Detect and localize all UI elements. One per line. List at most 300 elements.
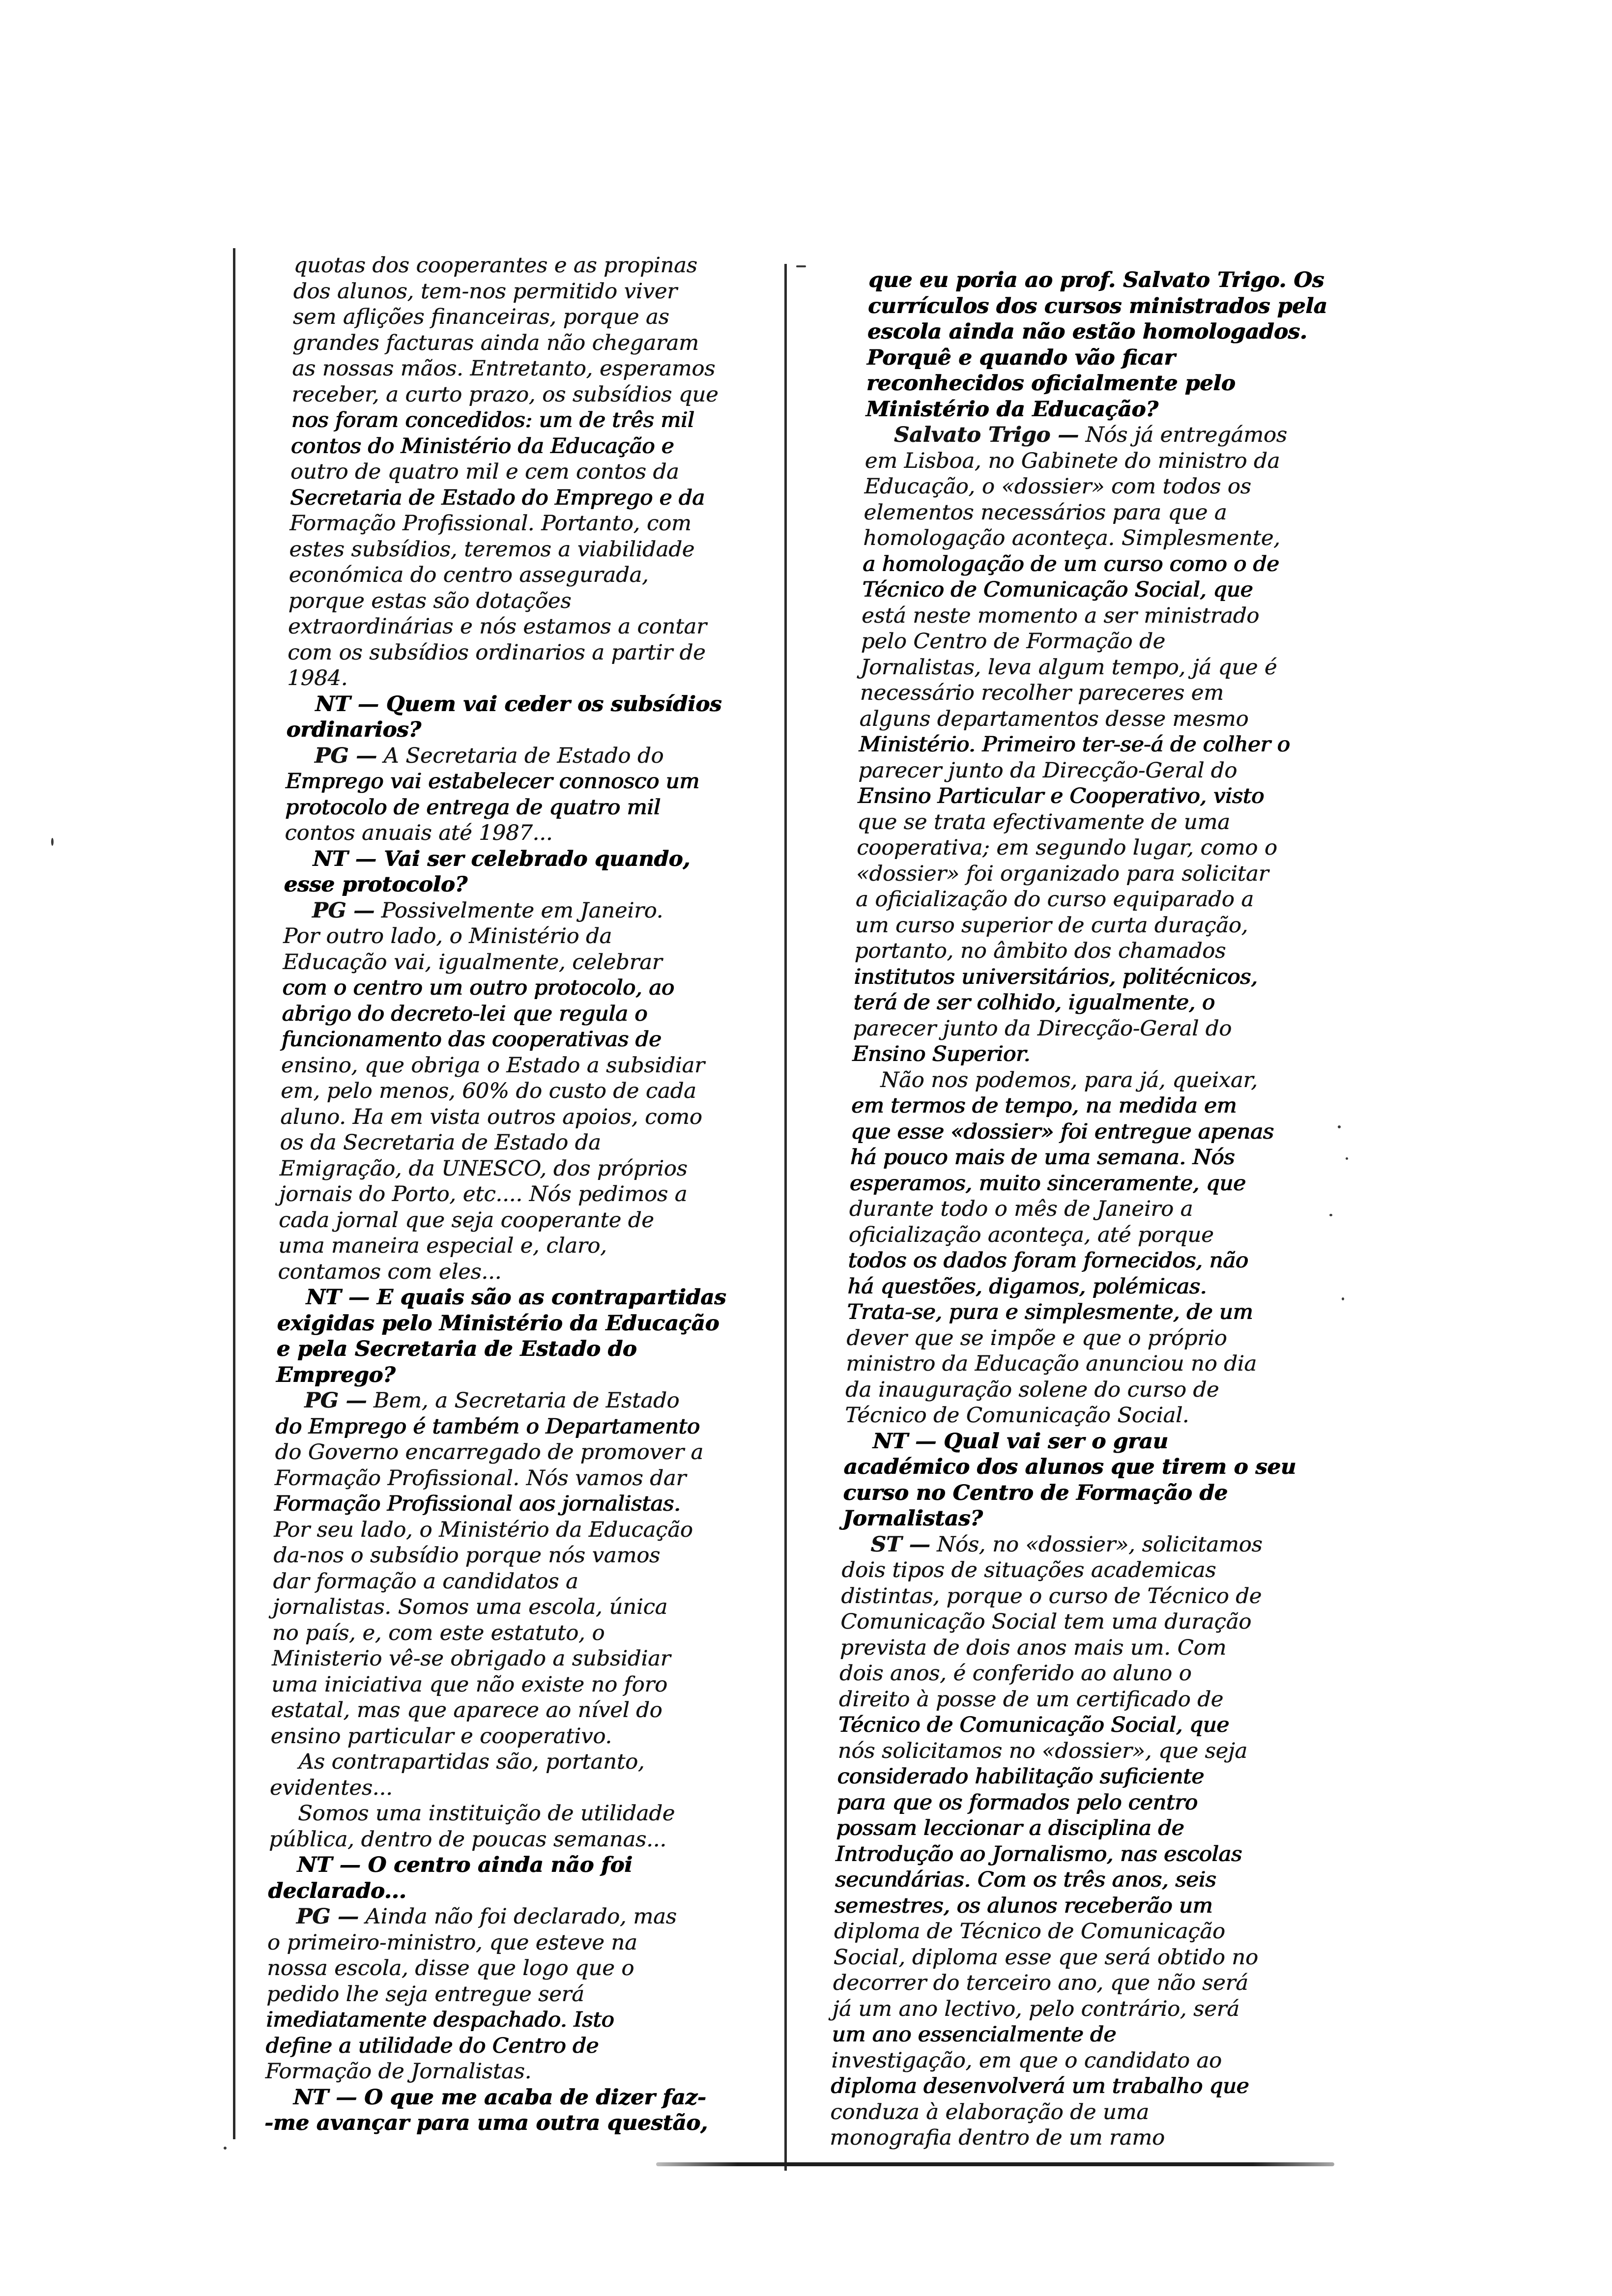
- text-line: [835, 1867, 1327, 1893]
- text-line: [831, 2073, 1323, 2099]
- text-line: [293, 279, 785, 305]
- text-line: [284, 898, 776, 924]
- text-line: [288, 562, 780, 588]
- line-text: para que os formados pelo centro: [836, 1790, 1198, 1815]
- line-text: possam leccionar a disciplina de: [835, 1816, 1184, 1840]
- line-text: ensino particular e cooperativo.: [270, 1723, 612, 1749]
- line-text: decorrer do terceiro ano, que não será: [833, 1971, 1249, 1995]
- text-line: [853, 990, 1345, 1016]
- line-text: Social, diploma esse que será obtido no: [833, 1945, 1259, 1970]
- text-line: [849, 1171, 1341, 1197]
- text-line: [283, 949, 775, 976]
- line-text: exigidas pelo Ministério da Educação: [277, 1311, 720, 1336]
- text-line: [861, 629, 1353, 655]
- text-line: [852, 1041, 1344, 1067]
- line-text: Somos uma instituição de utilidade: [297, 1801, 675, 1826]
- text-line: [271, 1697, 763, 1723]
- text-line: [289, 537, 781, 563]
- line-text: institutos universitários, politécnicos,: [854, 964, 1258, 989]
- text-line: [853, 1016, 1345, 1042]
- text-line: [833, 1945, 1325, 1971]
- text-line: [864, 500, 1355, 526]
- text-line: [286, 743, 778, 769]
- speaker-label: Salvato Trigo —: [893, 423, 1079, 447]
- line-text: 1984.: [287, 666, 348, 690]
- line-text: no país, e, com este estatuto, o: [272, 1620, 605, 1645]
- line-text: e pela Secretaria de Estado do: [276, 1337, 637, 1361]
- line-text: Educação vai, igualmente, celebrar: [282, 949, 662, 975]
- line-text: económica do centro assegurada,: [288, 563, 649, 587]
- text-line: [272, 1594, 764, 1620]
- question-line: [284, 872, 776, 898]
- line-text: Por outro lado, o Ministério da: [283, 924, 612, 948]
- line-text: que se trata efectivamente de uma: [857, 809, 1231, 834]
- line-text: escola ainda não estão homologados.: [867, 319, 1308, 344]
- line-text: terá de ser colhido, igualmente, o: [853, 990, 1215, 1015]
- text-line: [836, 1790, 1328, 1816]
- line-text: dar formação a candidatos a: [273, 1569, 579, 1594]
- text-line: [288, 588, 780, 614]
- line-text: do Governo encarregado de promover a: [275, 1440, 704, 1464]
- line-text: Formação de Jornalistas.: [265, 2059, 532, 2084]
- left-margin-rule: [233, 248, 235, 2139]
- text-line: [278, 1259, 770, 1285]
- question-line: [264, 2110, 756, 2136]
- line-text: nos foram concedidos: um de três mil: [291, 408, 694, 432]
- line-text: NT — E quais são as contrapartidas: [306, 1285, 726, 1310]
- scan-speck: [224, 2147, 227, 2150]
- line-text: está neste momento a ser ministrado: [861, 603, 1260, 628]
- line-text: que eu poria ao prof. Salvato Trigo. Os: [868, 268, 1324, 292]
- line-text: protocolo de entrega de quatro mil: [285, 795, 661, 820]
- line-text: ordinarios?: [286, 718, 422, 742]
- text-line: [845, 1403, 1337, 1429]
- text-line: [282, 1001, 774, 1027]
- text-line: [831, 2048, 1323, 2074]
- text-line: [832, 2022, 1324, 2048]
- text-line: [852, 1067, 1344, 1093]
- text-line: [858, 758, 1350, 784]
- text-line: [289, 511, 781, 537]
- line-text: receber, a curto prazo, os subsídios que: [291, 382, 719, 407]
- line-text: Ensino Particular e Cooperativo, visto: [857, 784, 1265, 808]
- scan-speck: [1346, 1157, 1348, 1160]
- line-text: Bem, a Secretaria de Estado: [373, 1388, 680, 1413]
- text-line: [838, 1687, 1330, 1713]
- line-text: A Secretaria de Estado do: [383, 743, 664, 768]
- text-line: [832, 1996, 1324, 2022]
- line-text: Ministério. Primeiro ter-se-á de colher o: [859, 732, 1291, 757]
- line-text: parecer junto da Direcção-Geral do: [853, 1016, 1232, 1041]
- line-text: Possivelmente em Janeiro.: [381, 898, 663, 923]
- line-text: esse protocolo?: [284, 872, 468, 897]
- text-line: [288, 640, 779, 666]
- line-text: dever que se impõe e que o próprio: [846, 1325, 1228, 1350]
- text-line: [283, 923, 775, 949]
- line-text: imediatamente despachado. Isto: [266, 2008, 614, 2032]
- text-line: [835, 1893, 1326, 1919]
- line-text: com o centro um outro protocolo, ao: [282, 976, 675, 1000]
- line-text: estatal, mas que aparece ao nível do: [271, 1698, 662, 1722]
- line-text: monografia dentro de um ramo: [829, 2125, 1165, 2150]
- line-text: declarado...: [268, 1878, 407, 1903]
- text-line: [863, 525, 1355, 551]
- line-text: Ministério da Educação?: [865, 397, 1159, 422]
- question-line: [868, 293, 1360, 319]
- text-line: [854, 938, 1346, 964]
- line-text: -me avançar para uma outra questão,: [264, 2111, 708, 2135]
- text-line: [270, 1775, 762, 1801]
- text-line: [859, 732, 1351, 758]
- line-text: dos alunos, tem-nos permitido viver: [293, 279, 678, 304]
- text-line: [290, 485, 782, 511]
- line-text: com os subsídios ordinarios a partir de: [287, 640, 706, 665]
- text-line: [287, 665, 779, 691]
- text-line: [864, 474, 1356, 500]
- question-line: [268, 1852, 760, 1878]
- line-text: dois anos, é conferido ao aluno o: [839, 1661, 1192, 1686]
- text-line: [856, 861, 1348, 887]
- line-text: em Lisboa, no Gabinete do ministro da: [864, 448, 1280, 473]
- line-text: em termos de tempo, na medida em: [851, 1093, 1237, 1118]
- line-text: ensino, que obriga o Estado a subsidiar: [281, 1053, 705, 1078]
- text-line: [837, 1764, 1329, 1790]
- question-line: [867, 345, 1359, 371]
- line-text: funcionamento das cooperativas de: [281, 1027, 662, 1052]
- text-line: [292, 356, 784, 382]
- line-text: Por seu lado, o Ministério da Educação: [273, 1517, 693, 1542]
- question-line: [277, 1336, 769, 1362]
- question-line: [843, 1480, 1335, 1506]
- text-line: [273, 1569, 765, 1595]
- line-text: NT — O que me acaba de dizer faz-: [293, 2085, 707, 2110]
- text-line: [279, 1207, 771, 1234]
- text-line: [293, 304, 785, 330]
- line-text: investigação, em que o candidato ao: [831, 2048, 1222, 2073]
- text-line: [281, 1027, 773, 1053]
- text-line: [834, 1919, 1326, 1945]
- text-line: [841, 1583, 1333, 1609]
- line-text: alguns departamentos desse mesmo: [859, 706, 1249, 731]
- line-text: secundárias. Com os três anos, seis: [835, 1867, 1217, 1892]
- text-line: [275, 1439, 767, 1465]
- line-text: currículos dos cursos ministrados pela: [867, 293, 1328, 318]
- line-text: durante todo o mês de Janeiro a: [849, 1197, 1193, 1221]
- text-line: [280, 1130, 772, 1156]
- text-line: [841, 1557, 1333, 1583]
- line-text: um ano essencialmente de: [832, 2022, 1117, 2047]
- line-text: extraordinárias e nós estamos a contar: [288, 614, 707, 639]
- text-line: [286, 769, 777, 795]
- line-text: Porquê e quando vão ficar: [866, 345, 1176, 370]
- line-text: uma iniciativa que não existe no foro: [271, 1672, 668, 1697]
- text-line: [830, 2099, 1322, 2125]
- text-line: [285, 795, 777, 821]
- line-text: esperamos, muito sinceramente, que: [849, 1171, 1246, 1196]
- text-line: [864, 448, 1356, 474]
- line-text: cada jornal que seja cooperante de: [278, 1207, 655, 1233]
- line-text: reconhecidos oficialmente pelo: [866, 371, 1236, 396]
- line-text: jornais do Porto, etc.... Nós pedimos a: [279, 1182, 688, 1206]
- line-text: prevista de dois anos mais um. Com: [839, 1635, 1227, 1660]
- line-text: NT — Vai ser celebrado quando,: [313, 846, 691, 871]
- line-text: outro de quatro mil e cem contos da: [290, 459, 680, 484]
- line-text: considerado habilitação suficiente: [837, 1764, 1205, 1789]
- text-line: [279, 1156, 771, 1182]
- text-line: [833, 1970, 1324, 1996]
- text-line: [865, 422, 1357, 448]
- text-line: [265, 2059, 757, 2085]
- line-text: aluno. Ha em vista outros apoios, como: [280, 1104, 703, 1129]
- line-text: da inauguração solene do curso de: [845, 1377, 1219, 1402]
- question-line: [844, 1429, 1336, 1455]
- line-text: estes subsídios, teremos a viabilidade: [289, 537, 695, 562]
- line-text: Técnico de Comunicação Social.: [844, 1403, 1190, 1428]
- line-text: Emprego?: [276, 1362, 396, 1387]
- text-line: [862, 603, 1353, 629]
- question-line: [287, 691, 778, 718]
- line-text: Ministerio vê-se obrigado a subsidiar: [271, 1646, 671, 1671]
- line-text: Formação Profissional aos jornalistas.: [274, 1492, 681, 1516]
- text-line: [272, 1620, 764, 1646]
- line-text: dois tipos de situações academicas: [841, 1558, 1216, 1582]
- text-line: [274, 1517, 766, 1543]
- text-line: [266, 1981, 758, 2008]
- line-text: em, pelo menos, 60% do custo de cada: [280, 1079, 697, 1103]
- line-text: diploma desenvolverá um trabalho que: [830, 2074, 1249, 2098]
- text-line: [860, 680, 1352, 706]
- line-text: a homologação de um curso como o de: [862, 551, 1280, 576]
- line-text: nossa escola, disse que logo que o: [266, 1956, 634, 1980]
- question-line: [865, 397, 1357, 423]
- line-text: jornalistas. Somos uma escola, única: [272, 1595, 668, 1619]
- line-text: Secretaria de Estado do Emprego e da: [289, 485, 705, 510]
- text-line: [846, 1351, 1338, 1377]
- text-line: [270, 1749, 762, 1775]
- text-line: [275, 1414, 767, 1440]
- line-text: oficialização aconteça, até porque: [848, 1222, 1214, 1247]
- line-text: Educação, o «dossier» com todos os: [864, 474, 1252, 499]
- line-text: académico dos alunos que tirem o seu: [843, 1455, 1296, 1479]
- line-text: que esse «dossier» foi entregue apenas: [850, 1119, 1274, 1144]
- line-text: elementos necessários para que a: [864, 500, 1227, 525]
- text-line: [848, 1248, 1340, 1274]
- line-text: do Emprego é também o Departamento: [275, 1414, 700, 1439]
- line-text: Emigração, da UNESCO, dos próprios: [279, 1156, 688, 1181]
- speaker-label: PG —: [296, 1904, 359, 1929]
- line-text: parecer junto da Direcção-Geral do: [858, 758, 1238, 783]
- line-text: Trata-se, pura e simplesmente, de um: [846, 1300, 1253, 1324]
- line-text: Nós, no «dossier», solicitamos: [936, 1532, 1263, 1557]
- text-line: [863, 551, 1354, 577]
- line-text: Emprego vai estabelecer connosco um: [285, 769, 700, 794]
- speaker-label: PG —: [312, 898, 375, 923]
- text-line: [855, 913, 1347, 939]
- question-line: [842, 1506, 1334, 1532]
- text-line: [272, 1646, 764, 1672]
- text-line: [849, 1196, 1341, 1222]
- text-line: [862, 577, 1354, 603]
- question-line: [268, 1878, 760, 1904]
- text-line: [840, 1609, 1332, 1635]
- line-text: conduza à elaboração de uma: [830, 2099, 1150, 2124]
- text-line: [850, 1145, 1342, 1171]
- text-line: [859, 706, 1351, 732]
- line-text: «dossier» foi organizado para solicitar: [856, 861, 1269, 886]
- text-line: [857, 809, 1349, 835]
- text-line: [856, 887, 1348, 913]
- line-text: NT — O centro ainda não foi: [297, 1853, 633, 1877]
- line-text: homologação aconteça. Simplesmente,: [863, 526, 1281, 550]
- question-line: [286, 717, 778, 743]
- text-line: [836, 1815, 1328, 1841]
- line-text: grandes facturas ainda não chegaram: [292, 330, 699, 355]
- line-text: Comunicação Social tem uma duração: [840, 1609, 1252, 1634]
- text-line: [281, 1053, 773, 1079]
- text-line: [270, 1723, 762, 1750]
- line-text: diploma de Técnico de Comunicação: [834, 1919, 1226, 1944]
- line-text: o primeiro-ministro, que esteve na: [267, 1930, 638, 1955]
- question-line: [276, 1362, 768, 1388]
- text-line: [851, 1093, 1343, 1119]
- question-line: [265, 2085, 757, 2111]
- line-text: Formação Profissional. Portanto, com: [289, 511, 692, 536]
- column-divider-rule: [784, 264, 787, 2171]
- text-line: [839, 1661, 1331, 1687]
- line-text: pública, dentro de poucas semanas...: [268, 1827, 667, 1852]
- text-line: [278, 1233, 770, 1259]
- question-line: [284, 846, 776, 872]
- scan-speck: [796, 265, 806, 267]
- text-line: [837, 1738, 1329, 1764]
- speaker-label: PG —: [314, 743, 377, 768]
- text-line: [846, 1325, 1338, 1351]
- text-line: [854, 964, 1346, 990]
- line-text: define a utilidade do Centro de: [265, 2033, 599, 2058]
- line-text: quotas dos cooperantes e as propinas: [293, 253, 698, 278]
- line-text: Ensino Superior.: [852, 1042, 1031, 1066]
- text-line: [842, 1532, 1334, 1558]
- left-text-column: [264, 253, 785, 2136]
- text-line: [858, 783, 1350, 809]
- text-line: [271, 1672, 763, 1698]
- text-line: [266, 2007, 758, 2033]
- line-text: NT — Qual vai ser o grau: [872, 1429, 1169, 1454]
- line-text: todos os dados foram fornecidos, não: [848, 1248, 1249, 1273]
- line-text: As contrapartidas são, portanto,: [298, 1750, 645, 1774]
- text-line: [845, 1377, 1337, 1403]
- line-text: pelo Centro de Formação de: [861, 629, 1166, 654]
- line-text: NT — Quem vai ceder os subsídios: [315, 691, 722, 717]
- line-text: curso no Centro de Formação de: [843, 1480, 1228, 1505]
- line-text: cooperativa; em segundo lugar, como o: [856, 835, 1278, 860]
- line-text: porque estas são dotações: [288, 588, 572, 613]
- question-line: [277, 1285, 769, 1311]
- line-text: distintas, porque o curso de Técnico de: [840, 1583, 1262, 1608]
- text-line: [291, 382, 783, 408]
- text-line: [860, 655, 1352, 681]
- text-line: [291, 407, 783, 433]
- line-text: Técnico de Comunicação Social, que: [838, 1713, 1230, 1737]
- line-text: a oficialização do curso equiparado a: [855, 887, 1254, 912]
- text-line: [847, 1299, 1339, 1325]
- text-line: [274, 1465, 766, 1492]
- text-line: [280, 1104, 772, 1130]
- line-text: nós solicitamos no «dossier», que seja: [837, 1738, 1248, 1763]
- text-line: [835, 1841, 1327, 1867]
- line-text: abrigo do decreto-lei que regula o: [282, 1001, 648, 1026]
- text-line: [285, 820, 777, 846]
- line-text: semestres, os alunos receberão um: [834, 1893, 1213, 1918]
- text-line: [830, 2125, 1322, 2151]
- text-line: [293, 253, 785, 279]
- line-text: contamos com eles...: [278, 1259, 502, 1284]
- text-line: [265, 2033, 757, 2059]
- line-text: evidentes...: [269, 1775, 393, 1800]
- line-text: Introdução ao Jornalismo, nas escolas: [835, 1841, 1242, 1866]
- text-line: [290, 459, 782, 485]
- line-text: uma maneira especial e, claro,: [278, 1234, 607, 1258]
- line-text: direito à posse de um certificado de: [838, 1687, 1224, 1712]
- text-line: [840, 1635, 1332, 1661]
- line-text: as nossas mãos. Entretanto, esperamos: [291, 356, 716, 381]
- text-line: [851, 1119, 1343, 1145]
- text-line: [290, 433, 782, 459]
- text-line: [267, 1904, 759, 1930]
- line-text: contos do Ministério da Educação e: [290, 433, 674, 459]
- text-line: [838, 1712, 1330, 1738]
- bottom-rule: [656, 2162, 1334, 2166]
- question-line: [868, 267, 1360, 293]
- text-line: [847, 1274, 1339, 1300]
- text-line: [267, 1955, 759, 1981]
- text-line: [848, 1222, 1340, 1248]
- text-line: [281, 1078, 773, 1104]
- text-line: [276, 1388, 768, 1414]
- line-text: um curso superior de curta duração,: [855, 913, 1248, 938]
- line-text: Não nos podemos, para já, queixar,: [880, 1067, 1258, 1092]
- line-text: já um ano lectivo, pelo contrário, será: [832, 1996, 1240, 2021]
- text-line: [857, 835, 1349, 861]
- text-line: [282, 975, 774, 1001]
- text-line: [279, 1181, 771, 1207]
- line-text: Formação Profissional. Nós vamos dar: [274, 1465, 687, 1491]
- line-text: Ainda não foi declarado, mas: [365, 1904, 677, 1929]
- line-text: os da Secretaria de Estado da: [280, 1130, 602, 1155]
- scan-speck: [51, 838, 54, 846]
- line-text: sem aflições financeiras, porque as: [292, 305, 670, 329]
- right-text-column: [830, 267, 1360, 2151]
- text-line: [269, 1801, 761, 1827]
- line-text: há questões, digamos, polémicas.: [847, 1274, 1207, 1299]
- line-text: contos anuais até 1987...: [285, 821, 553, 845]
- text-line: [267, 1930, 759, 1956]
- text-line: [292, 330, 784, 356]
- line-text: Técnico de Comunicação Social, que: [862, 577, 1253, 602]
- text-line: [273, 1543, 765, 1569]
- question-line: [867, 319, 1359, 345]
- scan-speck: [1342, 1297, 1344, 1300]
- question-line: [843, 1454, 1335, 1480]
- line-text: Nós já entregámos: [1085, 423, 1288, 447]
- line-text: ministro da Educação anunciou no dia: [845, 1351, 1257, 1376]
- line-text: Jornalistas?: [842, 1506, 983, 1531]
- line-text: portanto, no âmbito dos chamados: [854, 939, 1226, 963]
- text-line: [269, 1827, 761, 1853]
- line-text: há pouco mais de uma semana. Nós: [850, 1145, 1235, 1170]
- line-text: da-nos o subsídio porque nós vamos: [273, 1543, 661, 1568]
- line-text: Jornalistas, leva algum tempo, já que é: [860, 655, 1277, 680]
